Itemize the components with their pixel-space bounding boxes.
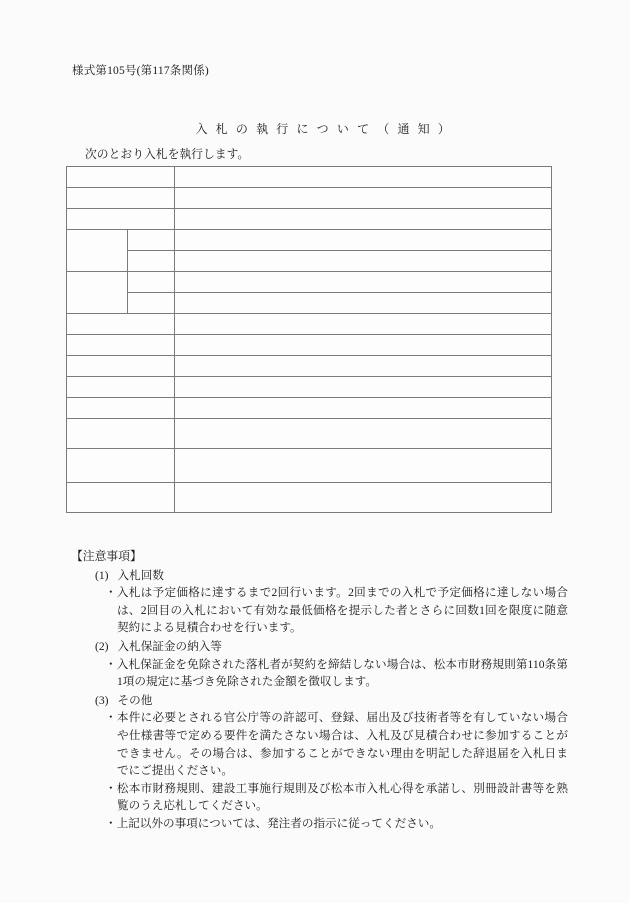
table-row [67, 272, 552, 293]
table-row [67, 251, 552, 272]
table-row [67, 398, 552, 419]
form-number: 様式第105号(第117条関係) [72, 65, 209, 77]
table-row [67, 167, 552, 188]
row-value-cell[interactable] [175, 230, 552, 251]
bid-details-table [66, 166, 552, 513]
page-title: 入 札 の 執 行 に つ い て （ 通 知 ） [195, 122, 453, 136]
table-row [67, 188, 552, 209]
table-row [67, 314, 552, 335]
table-row [67, 356, 552, 377]
table-row [67, 449, 552, 483]
row-value-cell[interactable] [175, 293, 552, 314]
row-label-cell[interactable] [67, 314, 175, 335]
note-item-2-bullet-1: ・入札保証金を免除された落札者が契約を締結しない場合は、松本市財務規則第110条第1項の規定に基づき免除された金額を徴収します。 [105, 657, 568, 689]
table-row [67, 335, 552, 356]
note-item-2 [0, 638, 630, 691]
note-item-1-title: 入札回数 [117, 568, 164, 582]
row-value-cell[interactable] [175, 356, 552, 377]
table-row [67, 230, 552, 251]
row-value-cell[interactable] [175, 314, 552, 335]
row-value-cell[interactable] [175, 419, 552, 449]
row-sublabel-cell[interactable] [128, 272, 175, 293]
row-value-cell[interactable] [175, 377, 552, 398]
row-value-cell[interactable] [175, 272, 552, 293]
notes-section [0, 548, 630, 833]
note-item-3-bullet-1: ・本件に必要とされる官公庁等の許認可、登録、届出及び技術者等を有していない場合や仕様書等で定める要件を満たさない場合は、入札及び見積合わせに参加することができません。その場合は、参加することができない理由を明記した辞退届を入札日までにご提出ください。 [105, 711, 568, 778]
note-item-2-title: 入札保証金の納入等 [117, 639, 222, 653]
note-item-2-number: (2) [95, 639, 109, 653]
row-label-cell[interactable] [67, 377, 175, 398]
row-value-cell[interactable] [175, 449, 552, 483]
row-sublabel-cell[interactable] [128, 230, 175, 251]
row-sublabel-cell[interactable] [128, 293, 175, 314]
row-label-cell[interactable] [67, 483, 175, 513]
note-item-3-title: その他 [117, 693, 153, 707]
note-item-1-title-line [95, 567, 630, 585]
row-value-cell[interactable] [175, 167, 552, 188]
row-group-label-cell[interactable] [67, 230, 128, 272]
table-row [67, 419, 552, 449]
note-item-1-number: (1) [95, 568, 109, 582]
row-value-cell[interactable] [175, 209, 552, 230]
lead-sentence: 次のとおり入札を執行します。 [85, 147, 250, 161]
note-item-3-number: (3) [95, 693, 109, 707]
row-value-cell[interactable] [175, 483, 552, 513]
note-item-3-bullet-2: ・松本市財務規則、建設工事施行規則及び松本市入札心得を承諾し、別冊設計書等を熟覧のうえ応札してください。 [105, 781, 568, 813]
table-row [67, 209, 552, 230]
row-label-cell[interactable] [67, 167, 175, 188]
row-label-cell[interactable] [67, 209, 175, 230]
row-value-cell[interactable] [175, 335, 552, 356]
row-label-cell[interactable] [67, 188, 175, 209]
table-row [67, 293, 552, 314]
note-item-1-bullet-1: ・入札は予定価格に達するまで2回行います。2回までの入札で予定価格に達しない場合は、2回目の入札において有効な最低価格を提示した者とさらに回数1回を限度に随意契約による見積合わせを行います。 [105, 586, 568, 635]
row-label-cell[interactable] [67, 419, 175, 449]
row-label-cell[interactable] [67, 398, 175, 419]
note-item-2-title-line [95, 638, 630, 656]
note-item-3 [0, 692, 630, 833]
table-body [67, 167, 552, 513]
row-value-cell[interactable] [175, 188, 552, 209]
row-sublabel-cell[interactable] [128, 251, 175, 272]
note-item-3-title-line [95, 692, 630, 710]
table-row [67, 483, 552, 513]
notes-heading: 【注意事項】 [71, 549, 142, 563]
note-item-1 [0, 567, 630, 637]
table-row [67, 377, 552, 398]
row-label-cell[interactable] [67, 449, 175, 483]
row-label-cell[interactable] [67, 335, 175, 356]
row-label-cell[interactable] [67, 356, 175, 377]
row-value-cell[interactable] [175, 398, 552, 419]
row-group-label-cell[interactable] [67, 272, 128, 314]
note-item-3-bullet-3: ・上記以外の事項については、発注者の指示に従ってください。 [105, 816, 441, 830]
row-value-cell[interactable] [175, 251, 552, 272]
